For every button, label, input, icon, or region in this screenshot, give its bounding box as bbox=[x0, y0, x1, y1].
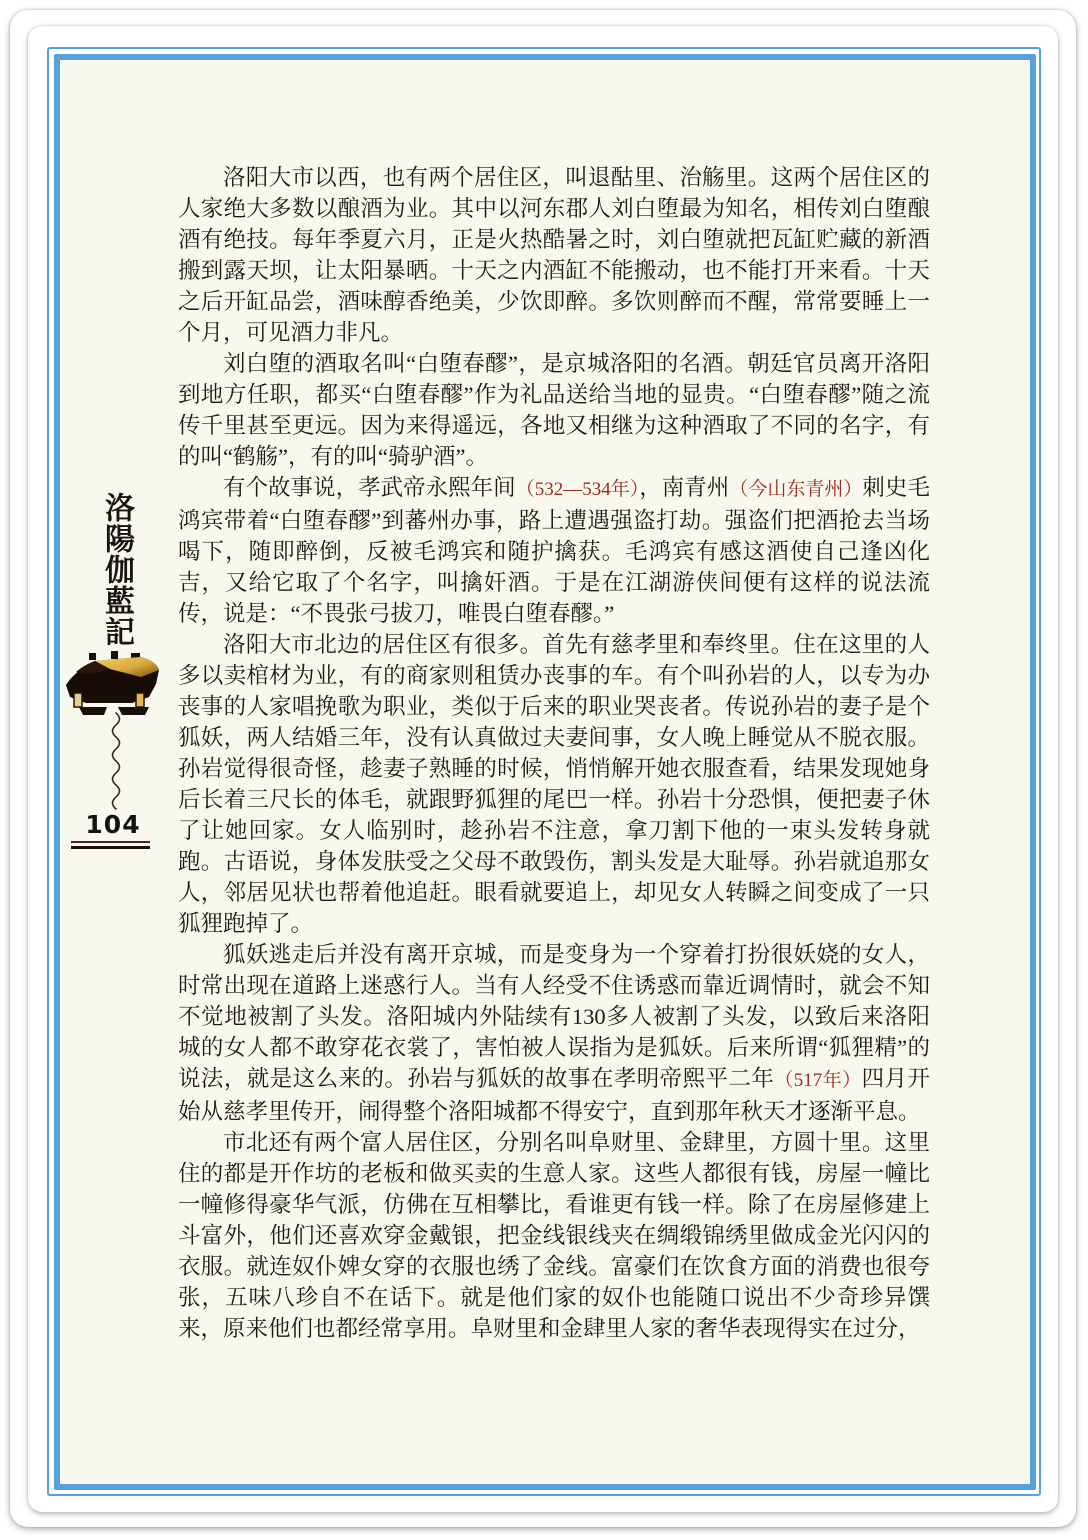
wavy-divider-icon bbox=[106, 710, 126, 812]
paragraph bbox=[178, 472, 930, 629]
body-run: 洛阳大市北边的居住区有很多。首先有慈孝里和奉终里。住在这里的人多以卖棺材为业，有的商家则租赁办丧事的车。有个叫孙岩的人，以专为办丧事的人家唱挽歌为职业，类似于后来的职业哭丧者。传说孙岩的妻子是个狐妖，两人结婚三年，没有认真做过夫妻间事，女人晚上睡觉从不脱衣服。孙岩觉得很奇怪，趁妻子熟睡的时候，悄悄解开她衣服查看，结果发现她身后长着三尺长的体毛，就跟野狐狸的尾巴一样。孙岩十分恐惧，便把妻子休了让她回家。女人临别时，趁孙岩不注意，拿刀割下他的一束头发转身就跑。古语说，身体发肤受之父母不敢毁伤，割头发是大耻辱。孙岩就追那女人，邻居见状也帮着他追赶。眼看就要追上，却见女人转瞬之间变成了一只狐狸跑掉了。 bbox=[178, 632, 930, 936]
body-run: 有个故事说，孝武帝永熙年间 bbox=[223, 475, 516, 500]
annotation-text: （517年） bbox=[774, 1070, 862, 1091]
paragraph bbox=[178, 939, 930, 1127]
page-number-rule bbox=[71, 841, 150, 849]
page-number: 104 bbox=[85, 810, 141, 839]
paragraph bbox=[178, 629, 930, 939]
body-run: 刘白堕的酒取名叫“白堕春醪”，是京城洛阳的名酒。朝廷官员离开洛阳到地方任职，都买“白堕春醪”作为礼品送给当地的显贵。“白堕春醪”随之流传千里甚至更远。因为来得遥远，各地又相继为这种酒取了不同的名字，有的叫“鹤觞”，有的叫“骑驴酒”。 bbox=[178, 351, 930, 469]
body-run: 市北还有两个富人居住区，分别名叫阜财里、金肆里，方圆十里。这里住的都是开作坊的老板和做买卖的生意人家。这些人都很有钱，房屋一幢比一幢修得豪华气派，仿佛在互相攀比，看谁更有钱一样。除了在房屋修建上斗富外，他们还喜欢穿金戴银，把金线银线夹在绸缎锦绣里做成金光闪闪的衣服。就连奴仆婢女穿的衣服也绣了金线。富豪们在饮食方面的消费也很夸张，五味八珍自不在话下。就是他们家的奴仆也能随口说出不少奇珍异馔来，原来他们也都经常享用。阜财里和金肆里人家的奢华表现得实在过分， bbox=[178, 1130, 930, 1341]
temple-roof-icon bbox=[62, 650, 162, 718]
annotation-text: （今山东青州） bbox=[729, 479, 863, 500]
paragraph bbox=[178, 348, 930, 472]
body-run: 刺史毛鸿宾带着“白堕春醪”到蕃州办事，路上遭遇强盗打劫。强盗们把酒抢去当场喝下，随即醉倒，反被毛鸿宾和随护擒获。毛鸿宾有感这酒使自己逢凶化吉，又给它取了个名字，叫擒奸酒。于是在江湖游侠间便有这样的说法流传，说是：“不畏张弓拔刀，唯畏白堕春醪。” bbox=[178, 475, 930, 626]
body-run: 狐妖逃走后并没有离开京城，而是变身为一个穿着打扮很妖娆的女人，时常出现在道路上迷惑行人。当有人经受不住诱惑而靠近调情时，就会不知不觉地被割了头发。洛阳城内外陆续有130多人被割了头发，以致后来洛阳城的女人都不敢穿花衣裳了，害怕被人误指为是狐妖。后来所谓“狐狸精”的说法，就是这么来的。孙岩与狐妖的故事在孝明帝熙平二年 bbox=[178, 942, 930, 1091]
body-run: 四月开始从慈孝里传开，闹得整个洛阳城都不得安宁，直到那年秋天才逐渐平息。 bbox=[178, 1066, 930, 1124]
book-title-vertical: 洛陽伽藍記 bbox=[99, 492, 134, 647]
body-text bbox=[178, 162, 930, 1344]
paragraph bbox=[178, 1127, 930, 1344]
annotation-text: （532—534年） bbox=[515, 479, 640, 500]
paragraph bbox=[178, 162, 930, 348]
body-run: ，南青州 bbox=[639, 475, 730, 500]
body-run: 洛阳大市以西，也有两个居住区，叫退酤里、治觞里。这两个居住区的人家绝大多数以酿酒为业。其中以河东郡人刘白堕最为知名，相传刘白堕酿酒有绝技。每年季夏六月，正是火热酷暑之时，刘白堕就把瓦缸贮藏的新酒搬到露天坝，让太阳暴晒。十天之内酒缸不能搬动，也不能打开来看。十天之后开缸品尝，酒味醇香绝美，少饮即醉。多饮则醉而不醒，常常要睡上一个月，可见酒力非凡。 bbox=[178, 165, 930, 345]
